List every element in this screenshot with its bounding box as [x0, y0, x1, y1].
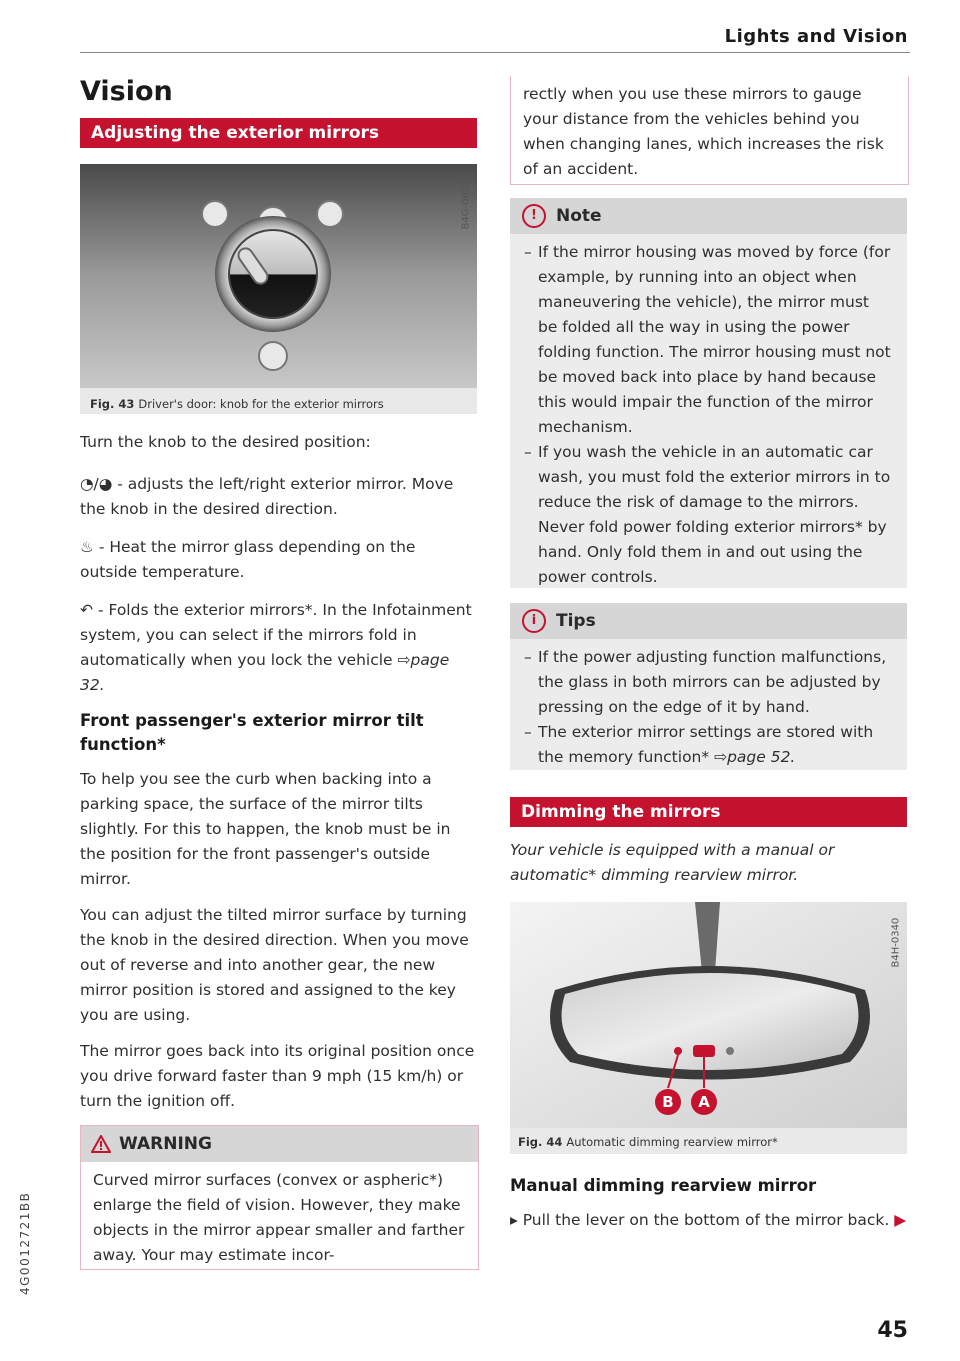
page-number: 45	[877, 1318, 908, 1343]
mirror-left-icon: ◔	[80, 475, 94, 493]
tilt-paragraph-2: You can adjust the tilted mirror surface by turning the knob in the desired direction. When you move out of reverse and into another gear, the new mirror position is stored and assigned to the key you are using.	[80, 906, 469, 1024]
warning-header	[81, 1126, 478, 1162]
figure-43-caption	[90, 397, 384, 411]
left-right-paragraph	[80, 472, 477, 522]
mirror-right-icon: ◕	[98, 475, 113, 493]
note-title: Note	[556, 206, 602, 226]
figure-44-code: B4H-0340	[890, 917, 902, 968]
tips-header	[510, 603, 907, 639]
figure-43-caption-text: Driver's door: knob for the exterior mirrors	[138, 397, 384, 411]
tips-item	[524, 720, 893, 770]
figure-43-code: B4G-0621	[460, 179, 472, 230]
note-list	[510, 234, 907, 598]
tips-item: – If the power adjusting function malfunctions, the glass in both mirrors can be adjusted by pressing on the edge of it by hand.	[524, 645, 893, 720]
right-mirror-button-icon	[317, 201, 343, 227]
left-right-text: - adjusts the left/right exterior mirror. Move the knob in the desired direction.	[80, 475, 454, 518]
turn-knob-text: Turn the knob to the desired position:	[80, 433, 371, 451]
note-box	[510, 198, 907, 588]
note-exclamation-icon: !	[522, 204, 546, 228]
dimming-intro: Your vehicle is equipped with a manual or automatic* dimming rearview mirror.	[510, 841, 835, 884]
left-mirror-button-icon	[202, 201, 228, 227]
fold-text: - Folds the exterior mirrors*. In the Infotainment system, you can select if the mirrors fold in automatically when you lock the vehicle	[80, 601, 472, 669]
heat-paragraph	[80, 535, 477, 585]
pull-lever-text: Pull the lever on the bottom of the mirror back.	[522, 1211, 890, 1229]
callout-a-label: A	[698, 1093, 710, 1111]
figure-44	[510, 902, 907, 1154]
warning-triangle-icon	[91, 1135, 111, 1153]
sensor-dot	[674, 1047, 682, 1055]
figure-44-caption	[518, 1135, 778, 1149]
section-bar-adjusting: Adjusting the exterior mirrors	[80, 118, 477, 148]
callout-b-label: B	[662, 1093, 674, 1111]
tilt-paragraph-1: To help you see the curb when backing into a parking space, the surface of the mirror tilts slightly. For this to happen, the knob must be in the position for the front passenger's outside mirror.	[80, 770, 451, 888]
page-title: Vision	[80, 76, 173, 107]
pull-lever-paragraph	[510, 1208, 907, 1233]
figure-43-number: Fig. 43	[90, 397, 135, 411]
continue-arrow-icon: ▶	[894, 1211, 907, 1229]
mirror-heat-icon: ♨	[80, 538, 94, 556]
warning-text: Curved mirror surfaces (convex or aspheric*) enlarge the field of vision. However, they make objects in the mirror appear smaller and farther away. Your may estimate incor-	[93, 1171, 465, 1264]
document-code: 4G0012721BB	[18, 1191, 32, 1295]
arrow-ref-icon: ⇨	[397, 651, 411, 669]
figure-44-number: Fig. 44	[518, 1135, 563, 1149]
fold-page-ref[interactable]: page 32.	[80, 651, 450, 694]
tilt-subheading: Front passenger's exterior mirror tilt function*	[80, 711, 424, 754]
warning-continued-box	[510, 76, 909, 185]
manual-dimming-subheading: Manual dimming rearview mirror	[510, 1176, 817, 1195]
tips-list	[510, 639, 907, 778]
arrow-ref-icon: ⇨	[714, 748, 728, 766]
dim-button	[693, 1045, 715, 1057]
fold-paragraph	[80, 598, 477, 698]
section-header: Lights and Vision	[724, 26, 908, 47]
bullet-arrow-icon: ▸	[510, 1211, 518, 1229]
tips-title: Tips	[556, 611, 596, 631]
section-bar-dimming: Dimming the mirrors	[510, 797, 907, 827]
light-sensor	[726, 1047, 734, 1055]
warning-title: WARNING	[119, 1134, 212, 1154]
tips-info-icon: i	[522, 609, 546, 633]
mirror-knob	[229, 230, 317, 318]
note-header	[510, 198, 907, 234]
mirror-knob-image	[80, 164, 477, 388]
tips-page-ref[interactable]: page 52.	[727, 748, 796, 766]
heat-text: - Heat the mirror glass depending on the outside temperature.	[80, 538, 416, 581]
figure-43	[80, 164, 477, 414]
note-item: – If the mirror housing was moved by force (for example, by running into an object when maneuvering the vehicle), the mirror must be folded all the way in using the power folding function. The mirror housing must not be moved back into place by hand because this would impair the function of the mirror mechanism.	[524, 240, 893, 440]
warning-continued-text: rectly when you use these mirrors to gauge your distance from the vehicles behind you when changing lanes, which increases the risk of an accident.	[523, 85, 884, 178]
figure-44-caption-text: Automatic dimming rearview mirror*	[566, 1135, 778, 1149]
mirror-fold-icon: ↶	[80, 601, 93, 619]
tips-box	[510, 603, 907, 770]
tilt-paragraph-3: The mirror goes back into its original position once you drive forward faster than 9 mph (15 km/h) or turn the ignition off.	[80, 1042, 475, 1110]
header-rule	[80, 52, 910, 53]
tips-item-text: The exterior mirror settings are stored with the memory function*	[538, 723, 874, 766]
note-item: – If you wash the vehicle in an automatic car wash, you must fold the exterior mirrors in to reduce the risk of damage to the mirrors. Never fold power folding exterior mirrors* by hand. Only fold them in and out using the power controls.	[524, 440, 893, 590]
fold-button-icon	[259, 342, 287, 370]
mirror-separator: /	[93, 475, 99, 493]
warning-box	[80, 1125, 479, 1270]
